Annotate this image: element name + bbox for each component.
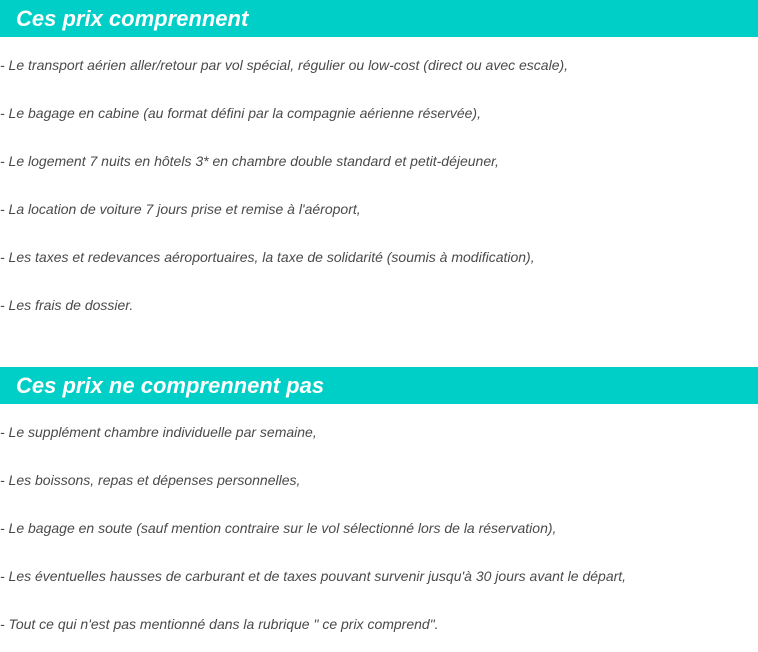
included-item: - Le bagage en cabine (au format défini par la compagnie aérienne réservée), bbox=[0, 105, 481, 121]
excluded-item: - Tout ce qui n'est pas mentionné dans la rubrique " ce prix comprend". bbox=[0, 616, 439, 632]
excluded-item: - Les éventuelles hausses de carburant et de taxes pouvant survenir jusqu'à 30 jours avant le départ, bbox=[0, 568, 627, 584]
included-item: - Le logement 7 nuits en hôtels 3* en chambre double standard et petit-déjeuner, bbox=[0, 153, 499, 169]
excluded-item: - Le bagage en soute (sauf mention contraire sur le vol sélectionné lors de la réservation), bbox=[0, 520, 557, 536]
excluded-section-title: Ces prix ne comprennent pas bbox=[16, 372, 325, 398]
excluded-items-list bbox=[0, 420, 758, 652]
included-item: - Les frais de dossier. bbox=[0, 297, 134, 313]
included-item: - Les taxes et redevances aéroportuaires, la taxe de solidarité (soumis à modification), bbox=[0, 249, 535, 265]
included-item: - Le transport aérien aller/retour par vol spécial, régulier ou low-cost (direct ou avec escale), bbox=[0, 57, 569, 73]
included-item: - La location de voiture 7 jours prise et remise à l'aéroport, bbox=[0, 201, 361, 217]
excluded-item: - Le supplément chambre individuelle par semaine, bbox=[0, 424, 317, 440]
included-section-header bbox=[0, 0, 758, 37]
excluded-item: - Les boissons, repas et dépenses personnelles, bbox=[0, 472, 301, 488]
included-section-title: Ces prix comprennent bbox=[16, 5, 249, 31]
excluded-section-header bbox=[0, 367, 758, 404]
included-items-list bbox=[0, 53, 758, 341]
